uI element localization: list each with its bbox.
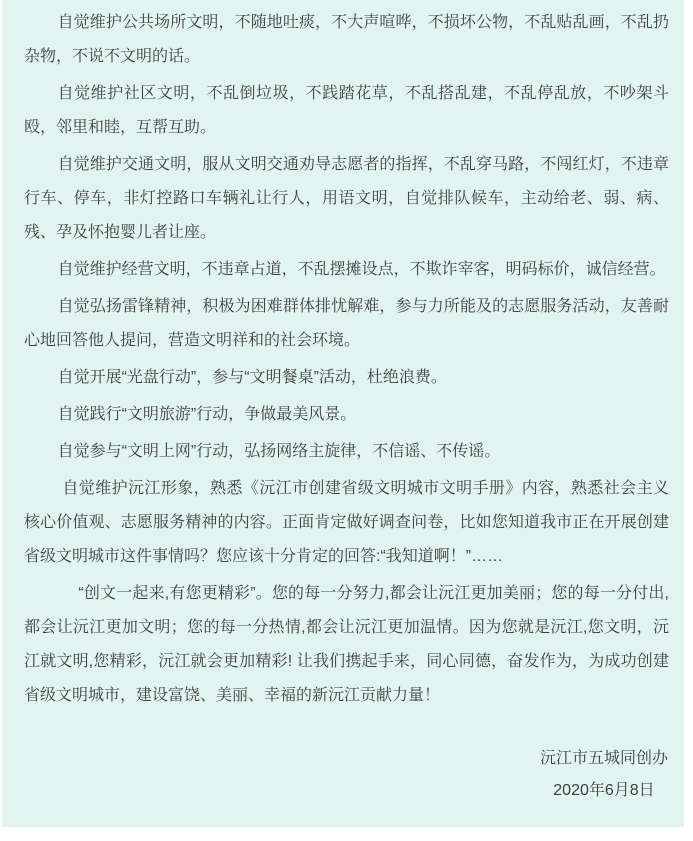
signature-block bbox=[24, 743, 669, 807]
signature-organization: 沅江市五城同创办 bbox=[539, 750, 668, 767]
paragraph-civilized-tourism: 自觉践行“文明旅游”行动，争做最美风景。 bbox=[57, 406, 357, 423]
paragraph-community: 自觉维护社区文明，不乱倒垃圾，不践踏花草，不乱搭乱建，不乱停乱放，不吵架斗殴，邻里和睦，互帮互助。 bbox=[24, 85, 669, 136]
paragraph-business: 自觉维护经营文明，不违章占道，不乱摆摊设点，不欺诈宰客，明码标价，诚信经营。 bbox=[57, 261, 666, 278]
signature-date: 2020年6月8日 bbox=[553, 782, 655, 799]
paragraph-traffic: 自觉维护交通文明，服从文明交通劝导志愿者的指挥，不乱穿马路，不闯红灯，不违章行车、停车，非灯控路口车辆礼让行人，用语文明，自觉排队候车，主动给老、弱、病、残、孕及怀抱婴儿者让座。 bbox=[24, 156, 669, 241]
paragraph-civilized-internet: 自觉参与“文明上网”行动，弘扬网络主旋律，不信谣、不传谣。 bbox=[57, 443, 501, 460]
document-body bbox=[24, 6, 669, 807]
paragraph-leifeng-spirit: 自觉弘扬雷锋精神，积极为困难群体排忧解难，参与力所能及的志愿服务活动，友善耐心地回答他人提问，营造文明祥和的社会环境。 bbox=[24, 298, 669, 349]
paragraph-public-places: 自觉维护公共场所文明，不随地吐痰，不大声喧哗，不损坏公物，不乱贴乱画，不乱扔杂物，不说不文明的话。 bbox=[24, 14, 669, 65]
paragraph-clean-plate: 自觉开展“光盘行动”，参与“文明餐桌”活动，杜绝浪费。 bbox=[57, 369, 447, 386]
paragraph-closing-appeal: “创文一起来,有您更精彩”。您的每一分努力,都会让沅江更加美丽；您的每一分付出,都会让沅江更加文明；您的每一分热情,都会让沅江更加温情。因为您就是沅江,您文明，沅江就文明,您精彩，沅江就会更加精彩! 让我们携起手来，同心同德，奋发作为，为成功创建省级文明城市，建设富饶、美丽、幸福的新沅江贡献力量！ bbox=[24, 585, 669, 704]
paragraph-yuanjiang-image: 自觉维护沅江形象，熟悉《沅江市创建省级文明城市文明手册》内容，熟悉社会主义核心价值观、志愿服务精神的内容。正面肯定做好调查问卷，比如您知道我市正在开展创建省级文明城市这件事情吗？您应该十分肯定的回答:“我知道啊！”…… bbox=[24, 480, 669, 565]
document-page bbox=[2, 0, 684, 827]
